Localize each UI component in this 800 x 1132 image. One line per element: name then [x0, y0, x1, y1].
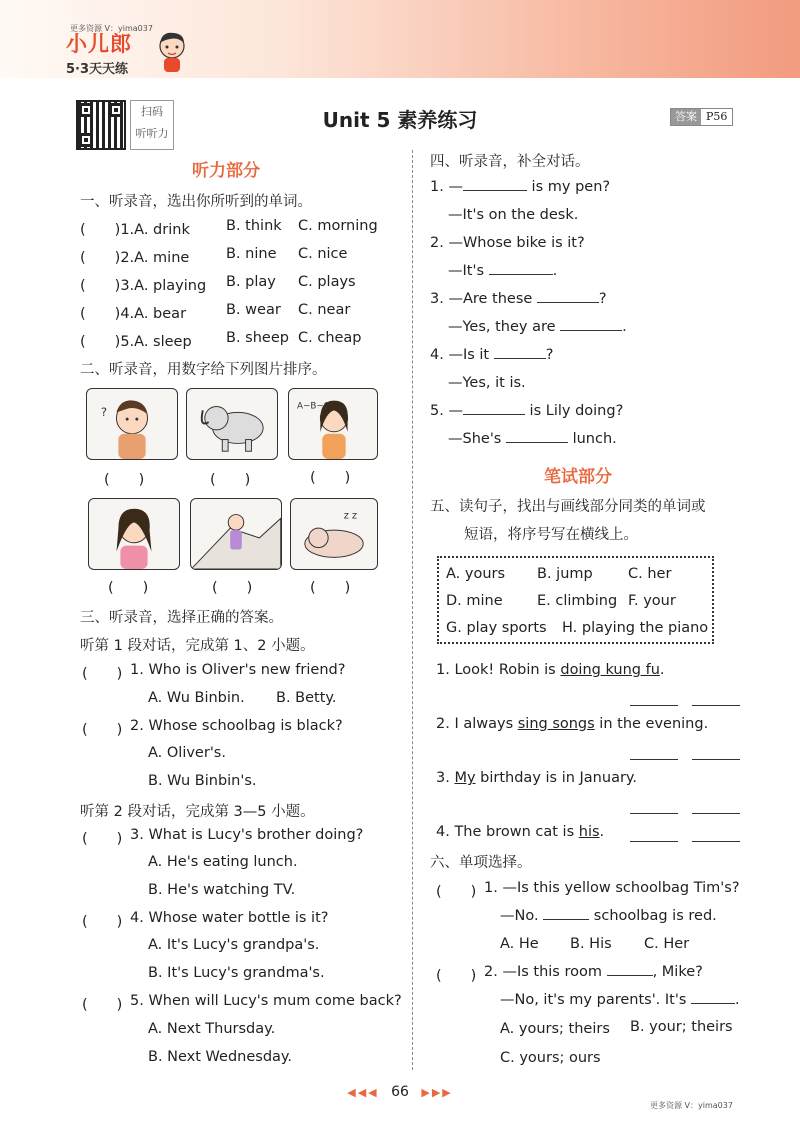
picture-girl-climbing [190, 498, 282, 570]
question-stem: 1. Who is Oliver's new friend? [130, 662, 346, 678]
fill-blank[interactable] [537, 302, 599, 303]
option-c: C. nice [298, 246, 348, 262]
option-b: B. His [570, 936, 612, 952]
fill-blank[interactable] [463, 190, 527, 191]
picture-cat-sleeping [290, 498, 378, 570]
picture-bracket[interactable]: ( ) [210, 472, 251, 488]
option-a: A. yours; theirs [500, 1021, 610, 1037]
option-b: B. play [226, 274, 276, 290]
question-stem: 4. Whose water bottle is it? [130, 910, 329, 926]
option-b: B. wear [226, 302, 281, 318]
question-line: —No. schoolbag is red. [500, 908, 717, 924]
list-item: ( )1.A. drink [80, 222, 190, 238]
answer-bracket[interactable]: ( ) [436, 968, 477, 984]
picture-bracket[interactable]: ( ) [310, 580, 351, 596]
answer-bracket[interactable]: ( ) [80, 334, 121, 350]
answer-line[interactable] [692, 841, 740, 842]
picture-bracket[interactable]: ( ) [104, 472, 145, 488]
dialog-line: —Yes, they are . [448, 319, 627, 335]
fill-blank[interactable] [489, 274, 553, 275]
brand-main: 小儿郎 [66, 32, 132, 56]
answer-page: P56 [706, 110, 728, 123]
answer-line[interactable] [692, 759, 740, 760]
picture-boy-thinking [86, 388, 178, 460]
picture-girl-singing [288, 388, 378, 460]
fill-blank[interactable] [691, 1003, 735, 1004]
list-item: ( )3.A. playing [80, 278, 207, 294]
sentence-2: 2. I always sing songs in the evening. [436, 716, 709, 732]
answer-bracket[interactable]: ( ) [80, 278, 121, 294]
page-footer [0, 1084, 800, 1100]
part3-heading: 三、听录音，选择正确的答案。 [80, 610, 283, 626]
scan-line-2: 听听力 [135, 127, 169, 140]
picture-elephant-drinking [186, 388, 278, 460]
part1-heading: 一、听录音，选出你所听到的单词。 [80, 194, 312, 210]
option-b: B. Wu Binbin's. [148, 773, 257, 789]
option-b: B. He's watching TV. [148, 882, 296, 898]
writing-section-title: 笔试部分 [544, 467, 612, 487]
picture-bracket[interactable]: ( ) [212, 580, 253, 596]
left-arrows-icon: ◀◀◀ [347, 1086, 379, 1099]
part4-heading: 四、听录音，补全对话。 [430, 154, 590, 170]
answer-bracket[interactable]: ( ) [82, 831, 123, 847]
dialog-line: 1. — is my pen? [430, 179, 611, 195]
option-a: A. Wu Binbin. [148, 690, 245, 706]
answer-bracket[interactable]: ( ) [82, 997, 123, 1013]
dialog2-note: 听第 2 段对话，完成第 3—5 小题。 [80, 804, 315, 820]
list-item: ( )5.A. sleep [80, 334, 192, 350]
fill-blank[interactable] [607, 975, 653, 976]
answer-bracket[interactable]: ( ) [82, 722, 123, 738]
svg-text:z z: z z [343, 510, 358, 522]
answer-bracket[interactable]: ( ) [80, 250, 121, 266]
fill-blank[interactable] [543, 919, 589, 920]
option-a: A. Oliver's. [148, 745, 226, 761]
option-c: C. Her [644, 936, 690, 952]
page-number: 66 [391, 1084, 409, 1100]
page-title: Unit 5 素养练习 [322, 108, 478, 132]
option-c: C. near [298, 302, 351, 318]
option-b: B. think [226, 218, 282, 234]
answer-line[interactable] [630, 841, 678, 842]
listening-section-title: 听力部分 [192, 161, 260, 181]
answer-label: 答案 [671, 109, 701, 125]
option-a: A. He [500, 936, 539, 952]
fill-blank[interactable] [506, 442, 568, 443]
part5-heading-2: 短语，将序号写在横线上。 [464, 527, 638, 543]
answer-page-badge [670, 108, 733, 126]
list-item: ( )4.A. bear [80, 306, 187, 322]
answer-bracket[interactable]: ( ) [436, 884, 477, 900]
svg-text:A~B~C: A~B~C [297, 401, 330, 412]
question-stem: 2. Whose schoolbag is black? [130, 718, 343, 734]
question-stem: 3. What is Lucy's brother doing? [130, 827, 364, 843]
option-b: B. nine [226, 246, 277, 262]
dialog1-note: 听第 1 段对话，完成第 1、2 小题。 [80, 638, 315, 654]
option-item: A. yours [446, 566, 506, 582]
fill-blank[interactable] [560, 330, 622, 331]
answer-line[interactable] [630, 759, 678, 760]
answer-line[interactable] [692, 813, 740, 814]
option-item: D. mine [446, 593, 503, 609]
part5-heading-1: 五、读句子，找出与画线部分同类的单词或 [430, 499, 706, 515]
question-stem: 5. When will Lucy's mum come back? [130, 993, 402, 1009]
option-item: C. her [628, 566, 672, 582]
option-item: F. your [628, 593, 676, 609]
dialog-line: —She's lunch. [448, 431, 617, 447]
svg-text:?: ? [100, 405, 108, 420]
option-item: H. playing the piano [562, 620, 709, 636]
column-divider [412, 150, 413, 1070]
part6-heading: 六、单项选择。 [430, 855, 532, 871]
option-c: C. plays [298, 274, 356, 290]
option-c: C. yours; ours [500, 1050, 601, 1066]
option-b: B. Betty. [276, 690, 337, 706]
dialog-line: 2. —Whose bike is it? [430, 235, 585, 251]
sentence-1: 1. Look! Robin is doing kung fu. [436, 662, 665, 678]
option-b: B. sheep [226, 330, 289, 346]
sentence-4: 4. The brown cat is his. [436, 824, 605, 840]
part2-heading: 二、听录音，用数字给下列图片排序。 [80, 362, 327, 378]
dialog-line: —It's on the desk. [448, 207, 579, 223]
option-c: C. morning [298, 218, 378, 234]
dialog-line: 3. —Are these ? [430, 291, 607, 307]
option-item: E. climbing [537, 593, 618, 609]
option-c: C. cheap [298, 330, 362, 346]
option-a: A. It's Lucy's grandpa's. [148, 937, 320, 953]
answer-bracket[interactable]: ( ) [82, 666, 123, 682]
fill-blank[interactable] [494, 358, 546, 359]
option-b: B. It's Lucy's grandma's. [148, 965, 325, 981]
option-a: A. He's eating lunch. [148, 854, 298, 870]
dialog-line: —It's . [448, 263, 558, 279]
question-stem: 2. —Is this room , Mike? [484, 964, 703, 980]
picture-girl-eating [88, 498, 180, 570]
answer-bracket[interactable]: ( ) [82, 914, 123, 930]
right-arrows-icon: ▶▶▶ [421, 1086, 453, 1099]
picture-bracket[interactable]: ( ) [108, 580, 149, 596]
answer-line[interactable] [692, 705, 740, 706]
scan-line-1: 扫码 [141, 105, 163, 118]
answer-bracket[interactable]: ( ) [80, 222, 121, 238]
dialog-line: 4. —Is it ? [430, 347, 554, 363]
option-b: B. your; theirs [630, 1019, 733, 1035]
footer-resource-note: 更多资源 V：yima037 [650, 1101, 733, 1110]
mascot-boy-icon [152, 28, 192, 74]
list-item: ( )2.A. mine [80, 250, 190, 266]
answer-bracket[interactable]: ( ) [80, 306, 121, 322]
answer-line[interactable] [630, 813, 678, 814]
picture-bracket[interactable]: ( ) [310, 470, 351, 486]
dialog-line: —Yes, it is. [448, 375, 526, 391]
option-b: B. Next Wednesday. [148, 1049, 293, 1065]
option-item: B. jump [537, 566, 593, 582]
question-line: —No, it's my parents'. It's . [500, 992, 740, 1008]
question-stem: 1. —Is this yellow schoolbag Tim's? [484, 880, 740, 896]
answer-line[interactable] [630, 705, 678, 706]
sentence-3: 3. My birthday is in January. [436, 770, 638, 786]
fill-blank[interactable] [463, 414, 525, 415]
header-resource-note: 更多资源 V：yima037 [70, 24, 153, 33]
option-item: G. play sports [446, 620, 547, 636]
dialog-line: 5. — is Lily doing? [430, 403, 624, 419]
brand-sub: 5·3天天练 [66, 62, 129, 77]
option-a: A. Next Thursday. [148, 1021, 276, 1037]
